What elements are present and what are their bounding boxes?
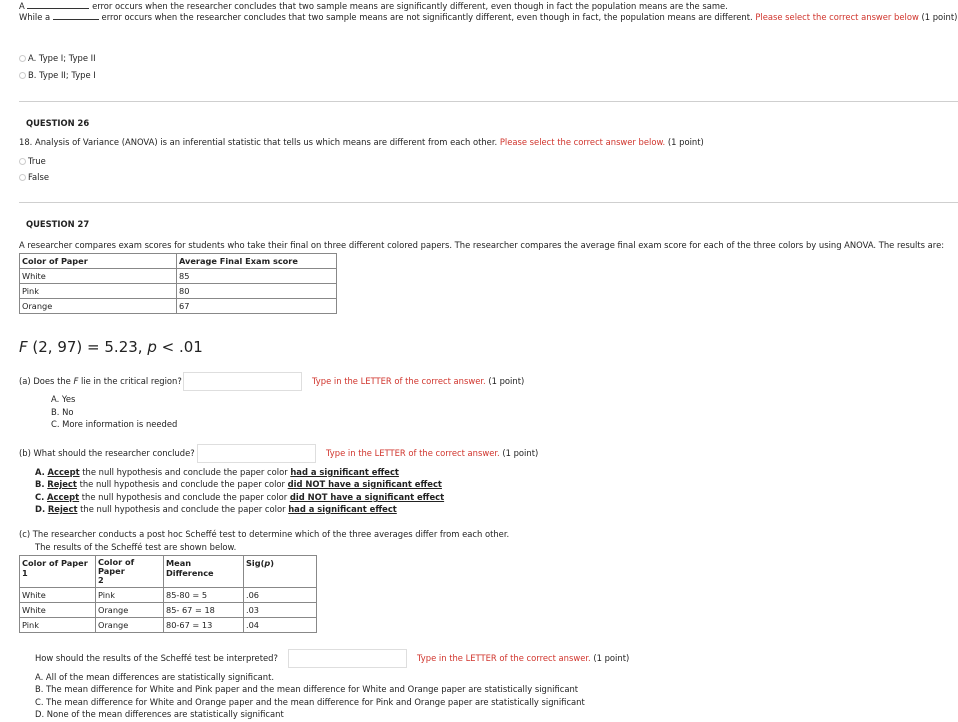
radio-icon[interactable] [19, 158, 26, 165]
q25-blank-1 [27, 8, 89, 9]
option-verb: Accept [47, 467, 80, 477]
part-b-points: (1 point) [502, 448, 539, 458]
part-c-answer-input[interactable] [288, 649, 407, 668]
f-letter: F [19, 338, 28, 356]
q26-points: (1 point) [667, 137, 704, 147]
option-label: False [28, 172, 50, 182]
part-b-option [35, 467, 399, 477]
option-verb: Reject [47, 479, 77, 489]
part-c-option: B. The mean difference for White and Pink paper and the mean difference for White and Orange paper are statistically significant [35, 684, 579, 694]
table-cell: White [20, 269, 177, 284]
part-c-option: A. All of the mean differences are statistically significant. [35, 672, 275, 682]
radio-icon[interactable] [19, 55, 26, 62]
option-text: the null hypothesis and conclude the paper color [81, 492, 288, 502]
part-a-suffix: lie in the critical region? [78, 376, 182, 386]
table-cell: White [20, 603, 96, 618]
table-cell: Pink [20, 284, 177, 299]
option-label: A. Type I; Type II [28, 53, 96, 63]
table-cell: Pink [96, 588, 164, 603]
part-b-answer-input[interactable] [197, 444, 316, 463]
table-header: Color of Paper 1 [20, 556, 96, 588]
f-statistic [19, 338, 203, 356]
table-cell: 80-67 = 13 [164, 618, 244, 633]
header-text: Color of Paper [98, 557, 135, 576]
q25-line1-prefix: A [19, 1, 25, 11]
table-cell: Orange [96, 603, 164, 618]
header-text: p [264, 558, 271, 568]
option-letter: B. [35, 479, 45, 489]
part-b-question: (b) What should the researcher conclude? [19, 448, 195, 458]
table-cell: 85- 67 = 18 [164, 603, 244, 618]
q26-header: QUESTION 26 [26, 118, 90, 128]
part-a-instruction-line [312, 376, 524, 386]
q25-line1 [19, 1, 728, 11]
part-c-option: D. None of the mean differences are statistically significant [35, 709, 284, 719]
table-header: Color of Paper [20, 254, 177, 269]
option-verb: Accept [47, 492, 80, 502]
q26-question: 18. Analysis of Variance (ANOVA) is an inferential statistic that tells us which means are different from each other. [19, 137, 498, 147]
part-b-instruction-line [326, 448, 538, 458]
table-row [20, 603, 317, 618]
p-letter: p [147, 338, 157, 356]
q26-option-false[interactable] [19, 172, 49, 182]
q25-line2-text: error occurs when the researcher concludes that two sample means are not significantly different, even though in fact, the population means are different. [101, 12, 753, 22]
table-cell: .04 [244, 618, 317, 633]
part-c-option: C. The mean difference for White and Orange paper and the mean difference for Pink and Orange paper are statistically significant [35, 697, 585, 707]
part-a-option: B. No [51, 407, 74, 417]
table-row [20, 618, 317, 633]
table-cell: .06 [244, 588, 317, 603]
part-c-question: How should the results of the Scheffé test be interpreted? [35, 653, 278, 663]
part-a-question [19, 376, 182, 386]
option-effect: did NOT have a significant effect [287, 479, 442, 489]
option-effect: did NOT have a significant effect [289, 492, 445, 502]
table-cell: 80 [177, 284, 337, 299]
table-header [244, 556, 317, 588]
table-header: Mean Difference [164, 556, 244, 588]
q25-line1-text: error occurs when the researcher concludes that two sample means are significantly different, even though in fact the population means are the same. [92, 1, 728, 11]
radio-icon[interactable] [19, 72, 26, 79]
part-c-points: (1 point) [593, 653, 630, 663]
table-row [20, 588, 317, 603]
option-verb: Reject [47, 504, 78, 514]
part-a-prefix: (a) Does the [19, 376, 74, 386]
option-letter: C. [35, 492, 45, 502]
table-header: Average Final Exam score [177, 254, 337, 269]
part-c-line1: (c) The researcher conducts a post hoc Scheffé test to determine which of the three averages differ from each other. [19, 529, 510, 539]
q26-instruction: Please select the correct answer below. [499, 137, 666, 147]
table-cell: 85-80 = 5 [164, 588, 244, 603]
table-header-row [20, 254, 337, 269]
option-effect: had a significant effect [288, 504, 397, 514]
table-row [20, 284, 337, 299]
table-cell: Orange [20, 299, 177, 314]
part-b-option [35, 492, 444, 502]
q26-text [19, 137, 704, 147]
f-values: (2, 97) = 5.23, [27, 338, 148, 356]
table-cell: 67 [177, 299, 337, 314]
option-label: B. Type II; Type I [28, 70, 96, 80]
header-text: Sig( [246, 558, 265, 568]
radio-icon[interactable] [19, 174, 26, 181]
q25-option-b[interactable] [19, 70, 96, 80]
p-value: < .01 [156, 338, 203, 356]
q25-option-a[interactable] [19, 53, 96, 63]
header-text: 2 [98, 575, 104, 585]
table-row [20, 299, 337, 314]
header-text: ) [270, 558, 274, 568]
table-cell: 85 [177, 269, 337, 284]
option-effect: had a significant effect [290, 467, 399, 477]
part-c-line2: The results of the Scheffé test are shown below. [35, 542, 237, 552]
part-a-f: F [73, 376, 79, 386]
q26-option-true[interactable] [19, 156, 46, 166]
divider [19, 202, 958, 203]
scheffe-table [19, 555, 317, 633]
option-text: the null hypothesis and conclude the paper color [80, 504, 286, 514]
part-a-answer-input[interactable] [183, 372, 302, 391]
q27-header: QUESTION 27 [26, 219, 90, 229]
table-header-row [20, 556, 317, 588]
table-row [20, 269, 337, 284]
part-a-option: C. More information is needed [51, 419, 178, 429]
part-b-option [35, 479, 442, 489]
part-b-instruction: Type in the LETTER of the correct answer. [326, 448, 500, 458]
part-c-instruction-line [417, 653, 629, 663]
option-text: the null hypothesis and conclude the paper color [79, 479, 285, 489]
part-b-option [35, 504, 397, 514]
q25-points: (1 point) [921, 12, 958, 22]
divider [19, 101, 958, 102]
table-header [96, 556, 164, 588]
option-letter: D. [35, 504, 46, 514]
option-text: the null hypothesis and conclude the paper color [82, 467, 288, 477]
exam-score-table [19, 253, 337, 314]
part-c-instruction: Type in the LETTER of the correct answer. [417, 653, 591, 663]
table-cell: Orange [96, 618, 164, 633]
table-cell: White [20, 588, 96, 603]
table-cell: Pink [20, 618, 96, 633]
q25-line2-prefix: While a [19, 12, 51, 22]
option-letter: A. [35, 467, 45, 477]
table-cell: .03 [244, 603, 317, 618]
q25-blank-2 [53, 19, 99, 20]
q25-line2 [19, 12, 957, 22]
q27-intro: A researcher compares exam scores for students who take their final on three different colored papers. The researcher compares the average final exam score for each of the three colors by using ANOVA. The results are: [19, 240, 945, 250]
part-a-option: A. Yes [51, 394, 76, 404]
part-a-instruction: Type in the LETTER of the correct answer. [312, 376, 486, 386]
part-a-points: (1 point) [488, 376, 525, 386]
option-label: True [28, 156, 46, 166]
q25-instruction: Please select the correct answer below [755, 12, 919, 22]
